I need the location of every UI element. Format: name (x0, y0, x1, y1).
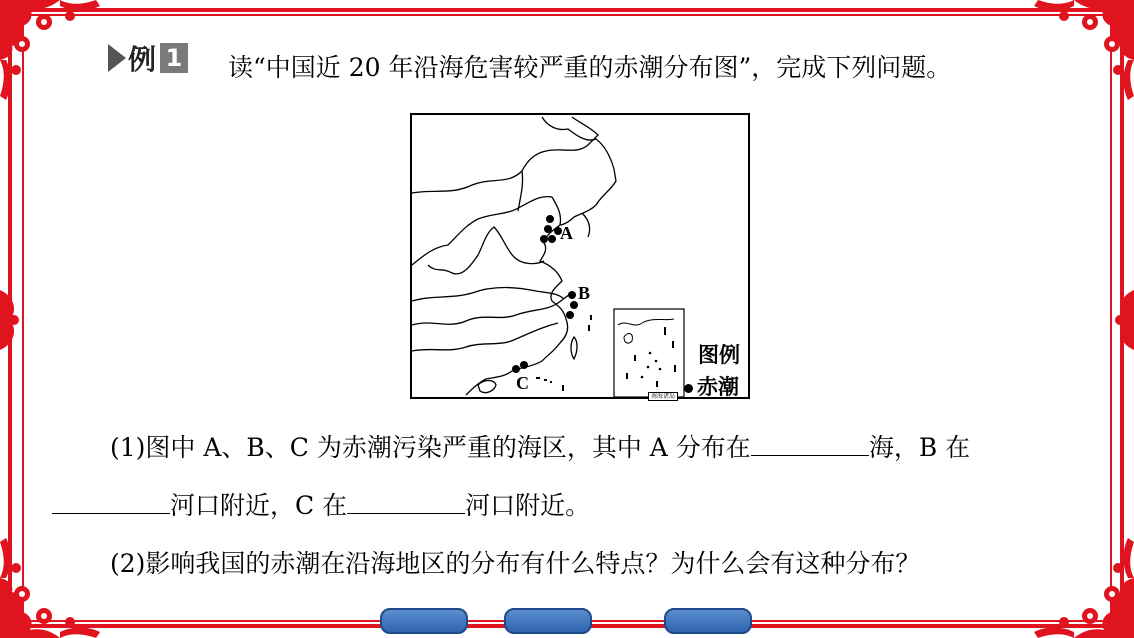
dot-icon (684, 384, 693, 393)
map-label-a: A (560, 223, 573, 243)
question-1-line-2 (52, 486, 590, 522)
play-arrow-icon (108, 44, 126, 72)
answer-blank-3[interactable] (347, 491, 465, 514)
side-ornament-icon (1094, 280, 1134, 360)
question-1-line-1 (110, 428, 970, 464)
map-label-c: C (516, 373, 529, 393)
intro-text: 读“中国近 20 年沿海危害较严重的赤潮分布图”，完成下列问题。 (228, 53, 952, 82)
legend-item (684, 371, 739, 401)
next-button[interactable] (664, 608, 752, 634)
red-tide-map (410, 113, 750, 399)
answer-blank-1[interactable] (751, 433, 869, 456)
q1-text-c: 河口附近，C 在 (170, 491, 348, 520)
home-button[interactable] (504, 608, 592, 634)
q1-text-b: 海，B 在 (868, 433, 971, 462)
corner-ornament-icon (1004, 0, 1134, 130)
question-2: (2)影响我国的赤潮在沿海地区的分布有什么特点？为什么会有这种分布？ (110, 549, 921, 578)
map-label-b: B (578, 283, 591, 303)
q1-text-d: 河口附近。 (465, 491, 591, 520)
side-ornament-icon (0, 280, 40, 360)
inset-label: 南海诸岛 (648, 392, 678, 401)
legend-title: 图例 (698, 343, 740, 367)
south-china-sea-inset (614, 309, 684, 397)
example-number: 1 (160, 43, 188, 73)
prev-button[interactable] (380, 608, 468, 634)
answer-blank-2[interactable] (52, 491, 170, 514)
example-tag (108, 40, 188, 76)
legend-item-label: 赤潮 (697, 375, 739, 399)
example-label: 例 (128, 43, 157, 76)
corner-ornament-icon (1004, 508, 1134, 638)
q1-text-a: (1)图中 A、B、C 为赤潮污染严重的海区，其中 A 分布在 (110, 433, 751, 462)
